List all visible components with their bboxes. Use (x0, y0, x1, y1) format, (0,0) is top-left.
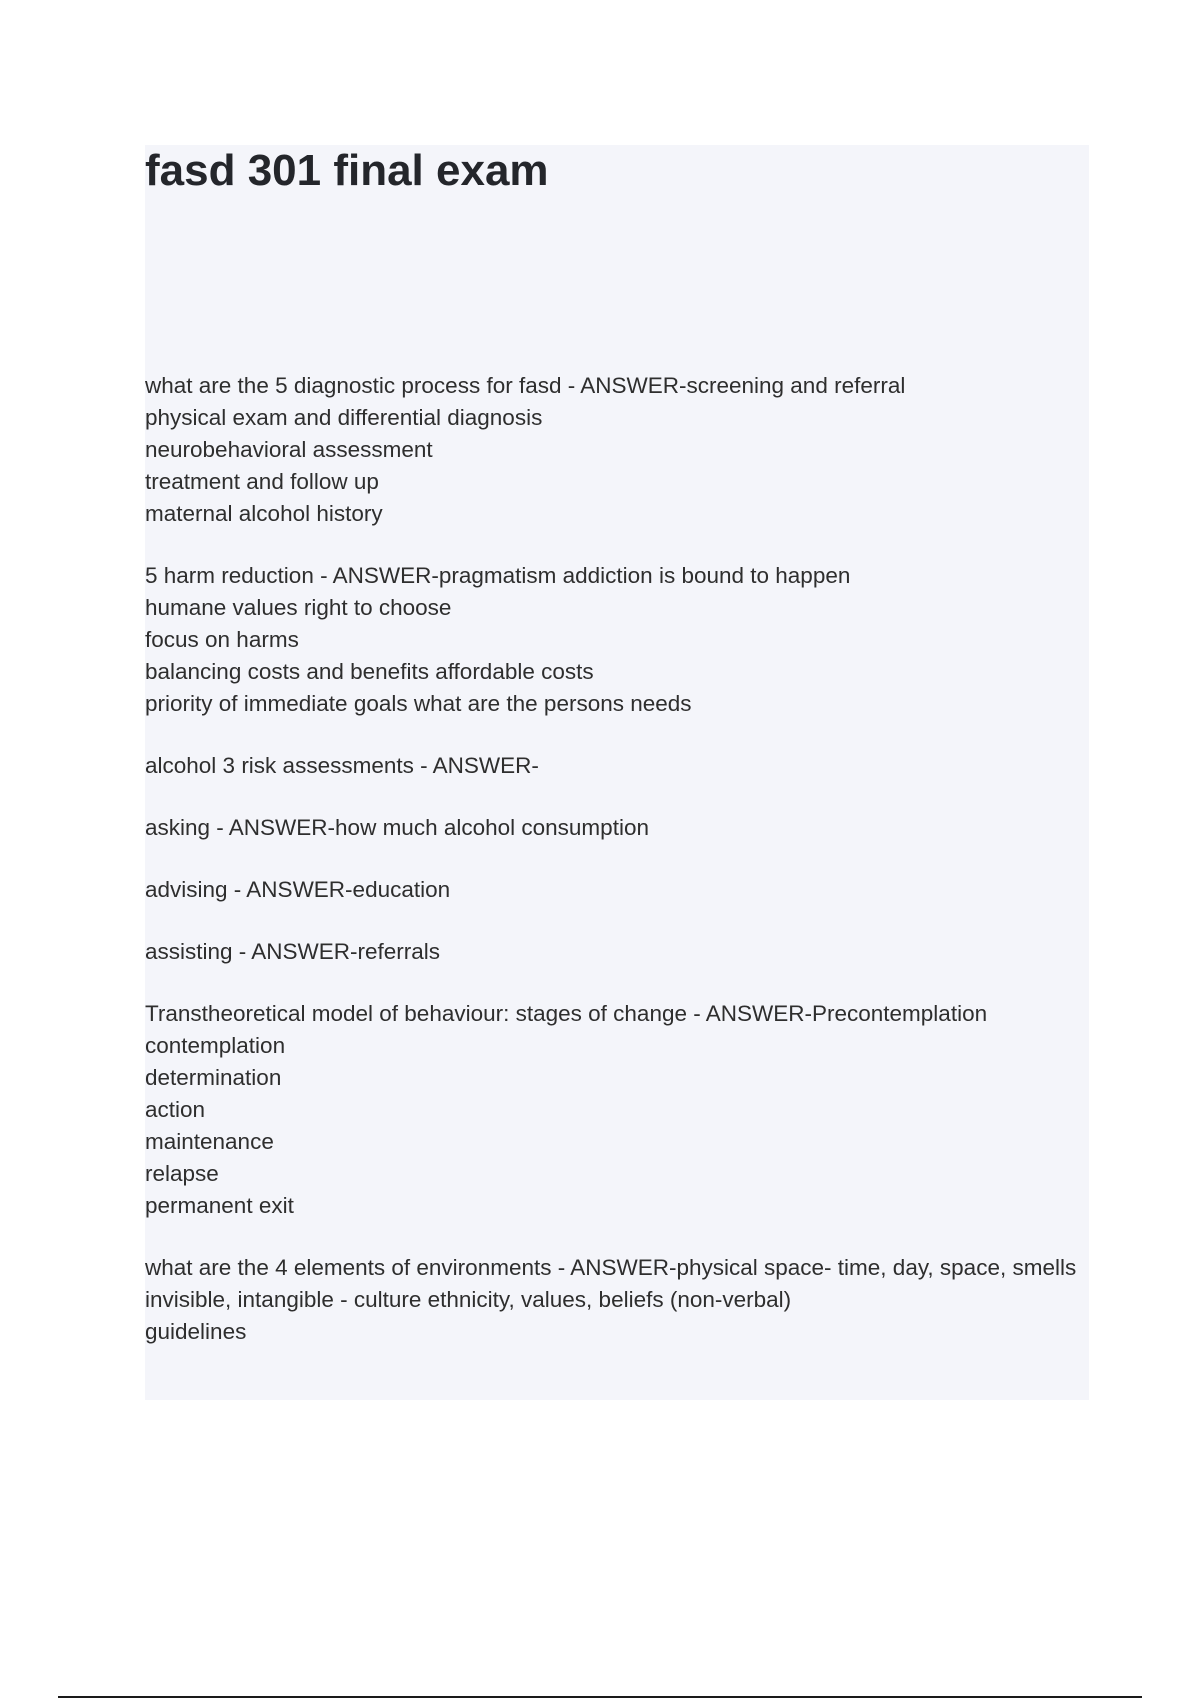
page-title: fasd 301 final exam (145, 146, 549, 195)
qa-line: determination (145, 1065, 282, 1090)
qa-line: contemplation (145, 1033, 286, 1058)
qa-line: asking - ANSWER-how much alcohol consumption (145, 815, 649, 840)
qa-line: focus on harms (145, 627, 299, 652)
qa-item-environment-elements (145, 1252, 1085, 1348)
qa-line: what are the 5 diagnostic process for fasd - ANSWER-screening and referral (145, 373, 906, 398)
qa-item-advising (145, 874, 1085, 906)
qa-line: 5 harm reduction - ANSWER-pragmatism addiction is bound to happen (145, 563, 851, 588)
qa-line: relapse (145, 1161, 219, 1186)
qa-line: assisting - ANSWER-referrals (145, 939, 441, 964)
qa-item-diagnostic-process (145, 370, 1085, 530)
qa-line: alcohol 3 risk assessments - ANSWER- (145, 753, 539, 778)
footer-rule (58, 1696, 1142, 1698)
qa-line: Transtheoretical model of behaviour: stages of change - ANSWER-Precontemplation (145, 1001, 988, 1026)
qa-line: advising - ANSWER-education (145, 877, 451, 902)
qa-line: action (145, 1097, 206, 1122)
qa-line: permanent exit (145, 1193, 294, 1218)
qa-list (145, 370, 1085, 1348)
qa-line: humane values right to choose (145, 595, 452, 620)
qa-item-asking (145, 812, 1085, 844)
qa-line: maternal alcohol history (145, 501, 383, 526)
qa-item-risk-assessments (145, 750, 1085, 782)
qa-line: guidelines (145, 1319, 247, 1344)
qa-line: balancing costs and benefits affordable costs (145, 659, 594, 684)
qa-line: treatment and follow up (145, 469, 379, 494)
qa-line: what are the 4 elements of environments - ANSWER-physical space- time, day, space, smells (145, 1255, 1077, 1280)
qa-line: physical exam and differential diagnosis (145, 405, 543, 430)
qa-item-stages-of-change (145, 998, 1085, 1222)
qa-item-assisting (145, 936, 1085, 968)
qa-line: maintenance (145, 1129, 274, 1154)
qa-item-harm-reduction (145, 560, 1085, 720)
qa-line: priority of immediate goals what are the persons needs (145, 691, 692, 716)
qa-line: neurobehavioral assessment (145, 437, 433, 462)
qa-line: invisible, intangible - culture ethnicity, values, beliefs (non-verbal) (145, 1287, 792, 1312)
